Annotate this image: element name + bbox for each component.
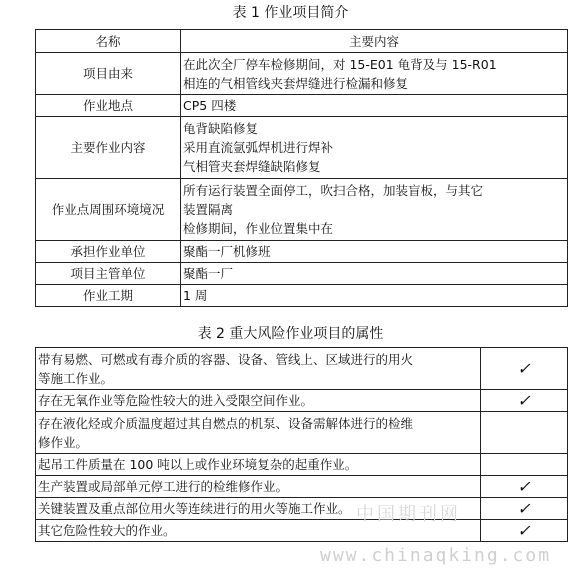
row-content bbox=[181, 53, 568, 95]
description-line: 修作业。 bbox=[38, 434, 89, 450]
table-row bbox=[36, 390, 568, 412]
row-mark bbox=[481, 390, 568, 412]
row-mark bbox=[481, 498, 568, 520]
row-label: 作业点周围环境境况 bbox=[36, 179, 181, 241]
check-mark-icon: ✓ bbox=[517, 476, 531, 496]
row-label: 主要作业内容 bbox=[36, 117, 181, 179]
content-line: 1 周 bbox=[183, 288, 208, 303]
header-name-cell: 名称 bbox=[36, 30, 181, 53]
table-row bbox=[36, 53, 568, 95]
table-row bbox=[36, 241, 568, 263]
row-content bbox=[181, 179, 568, 241]
table-row bbox=[36, 285, 568, 307]
row-content bbox=[181, 241, 568, 263]
description-line: 其它危险性较大的作业。 bbox=[38, 523, 176, 538]
row-content bbox=[181, 117, 568, 179]
description-line: 带有易燃、可燃或有毒介质的容器、设备、管线上、区域进行的用火 bbox=[38, 351, 414, 367]
row-description bbox=[36, 476, 481, 498]
description-line: 关键装置及重点部位用火等连续进行的用火等施工作业。 bbox=[38, 501, 351, 516]
table-row bbox=[36, 476, 568, 498]
watermark-url: www.chinaqking.com bbox=[320, 545, 552, 566]
project-summary-table bbox=[35, 29, 568, 307]
risk-attributes-table bbox=[35, 347, 568, 542]
description-line: 存在液化烃或介质温度超过其自燃点的机泵、设备需解体进行的检维 bbox=[38, 415, 414, 431]
row-mark bbox=[481, 520, 568, 542]
table1-caption: 表 1 作业项目简介 bbox=[232, 5, 349, 21]
row-label: 项目由来 bbox=[36, 53, 181, 95]
row-description bbox=[36, 412, 481, 454]
row-content bbox=[181, 263, 568, 285]
description-line: 存在无氧作业等危险性较大的进入受限空间作业。 bbox=[38, 393, 314, 408]
row-label: 作业工期 bbox=[36, 285, 181, 307]
check-mark-icon: ✓ bbox=[517, 498, 531, 518]
header-content-cell: 主要内容 bbox=[181, 30, 568, 53]
table-header-row bbox=[36, 30, 568, 53]
table-row bbox=[36, 117, 568, 179]
content-line: 气相管夹套焊缝缺陷修复 bbox=[183, 159, 321, 174]
row-label: 承担作业单位 bbox=[36, 241, 181, 263]
description-line: 生产装置或局部单元停工进行的检维修作业。 bbox=[38, 479, 289, 494]
row-mark bbox=[481, 476, 568, 498]
content-line: 龟背缺陷修复 bbox=[183, 121, 259, 136]
check-mark-icon: ✓ bbox=[517, 390, 531, 410]
content-line: 聚酯一厂 bbox=[183, 266, 234, 281]
content-line: 相连的气相管线夹套焊缝进行检漏和修复 bbox=[183, 75, 409, 91]
content-line: 聚酯一厂机修班 bbox=[183, 244, 271, 259]
row-mark bbox=[481, 454, 568, 476]
row-mark bbox=[481, 348, 568, 390]
table-row bbox=[36, 95, 568, 117]
content-line: 检修期间，作业位置集中在 bbox=[183, 221, 334, 236]
check-mark-icon: ✓ bbox=[517, 358, 531, 378]
content-line: 所有运行装置全面停工，吹扫合格，加装盲板，与其它 bbox=[183, 183, 484, 198]
table-row bbox=[36, 520, 568, 542]
row-label: 项目主管单位 bbox=[36, 263, 181, 285]
table-row bbox=[36, 263, 568, 285]
description-line: 起吊工件质量在 100 吨以上或作业环境复杂的起重作业。 bbox=[38, 457, 358, 472]
content-line: CP5 四楼 bbox=[183, 98, 237, 113]
row-description bbox=[36, 348, 481, 390]
row-mark bbox=[481, 412, 568, 454]
check-mark-icon: ✓ bbox=[517, 520, 531, 540]
table-row bbox=[36, 454, 568, 476]
row-content bbox=[181, 95, 568, 117]
content-line: 在此次全厂停车检修期间，对 15-E01 龟背及与 15-R01 bbox=[183, 56, 497, 72]
row-description bbox=[36, 390, 481, 412]
row-description bbox=[36, 454, 481, 476]
table2-caption: 表 2 重大风险作业项目的属性 bbox=[197, 326, 384, 342]
watermark-logo: 中国期刊网 bbox=[356, 504, 461, 525]
row-label: 作业地点 bbox=[36, 95, 181, 117]
row-content bbox=[181, 285, 568, 307]
table-row bbox=[36, 348, 568, 390]
content-line: 采用直流氩弧焊机进行焊补 bbox=[183, 140, 334, 155]
table-row bbox=[36, 179, 568, 241]
description-line: 等施工作业。 bbox=[38, 370, 114, 386]
table-row bbox=[36, 498, 568, 520]
content-line: 装置隔离 bbox=[183, 202, 234, 217]
table-row bbox=[36, 412, 568, 454]
